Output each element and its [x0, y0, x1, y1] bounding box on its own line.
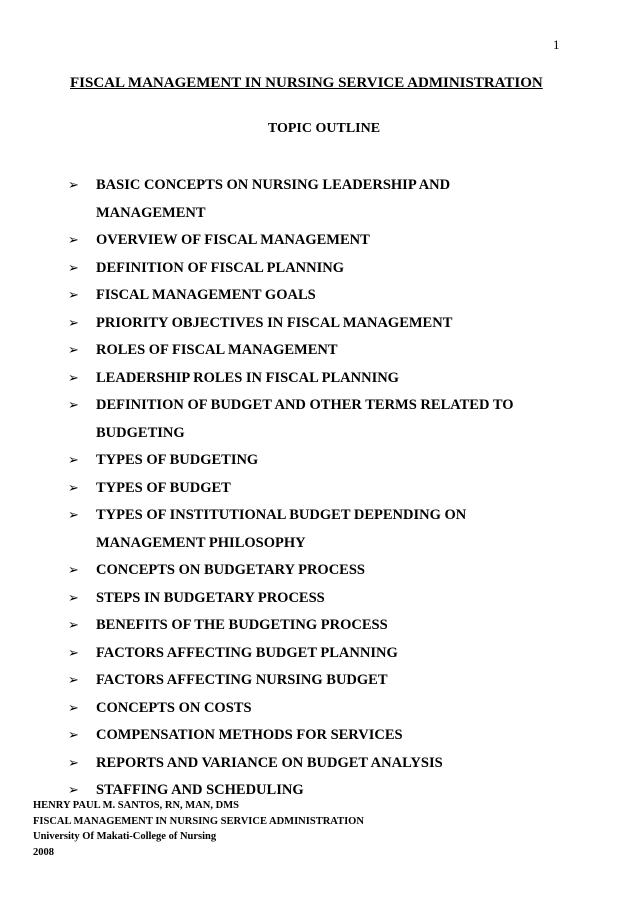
- outline-item: [68, 722, 588, 750]
- outline-item-text: [96, 695, 252, 723]
- outline-item: [68, 255, 588, 283]
- outline-item-line: CONCEPTS ON COSTS: [96, 699, 252, 716]
- outline-item-line: ROLES OF FISCAL MANAGEMENT: [96, 342, 338, 358]
- outline-item-line: TYPES OF INSTITUTIONAL BUDGET DEPENDING ON: [96, 507, 467, 523]
- arrow-bullet-icon: ➢: [68, 563, 79, 578]
- outline-item-line: FACTORS AFFECTING NURSING BUDGET: [96, 672, 388, 688]
- outline-item: [68, 612, 588, 640]
- arrow-bullet-icon: ➢: [68, 728, 79, 743]
- arrow-bullet-icon: ➢: [68, 645, 79, 661]
- arrow-bullet-icon: ➢: [68, 673, 79, 688]
- outline-item-text: [96, 227, 370, 255]
- arrow-bullet-icon: ➢: [68, 288, 79, 303]
- outline-item-line: STAFFING AND SCHEDULING: [96, 782, 304, 798]
- outline-item-line: BENEFITS OF THE BUDGETING PROCESS: [96, 617, 388, 633]
- outline-item: [68, 337, 588, 365]
- topic-outline-list: [68, 172, 588, 805]
- outline-item-text: [96, 475, 231, 503]
- outline-item: [68, 310, 588, 338]
- outline-item: [68, 282, 588, 310]
- arrow-bullet-icon: ➢: [68, 618, 79, 633]
- outline-item: [68, 640, 588, 668]
- arrow-bullet-icon: ➢: [68, 343, 79, 358]
- outline-item-line: TYPES OF BUDGETING: [96, 452, 259, 468]
- outline-item-text: [96, 282, 316, 310]
- outline-item-text: [96, 255, 344, 283]
- arrow-bullet-icon: ➢: [68, 315, 79, 331]
- arrow-bullet-icon: ➢: [68, 783, 79, 798]
- outline-item-line: LEADERSHIP ROLES IN FISCAL PLANNING: [96, 369, 399, 386]
- outline-item: [68, 557, 588, 585]
- outline-item: [68, 447, 588, 475]
- outline-item: [68, 475, 588, 503]
- document-footer: [33, 798, 364, 860]
- arrow-bullet-icon: ➢: [68, 178, 79, 193]
- outline-item-text: [96, 502, 466, 557]
- outline-item-line: FISCAL MANAGEMENT GOALS: [96, 287, 316, 303]
- outline-item-text: [96, 172, 450, 227]
- outline-item-line: COMPENSATION METHODS FOR SERVICES: [96, 727, 403, 743]
- outline-item-line: MANAGEMENT PHILOSOPHY: [96, 534, 306, 551]
- outline-item-line: OVERVIEW OF FISCAL MANAGEMENT: [96, 232, 370, 248]
- arrow-bullet-icon: ➢: [68, 700, 79, 716]
- arrow-bullet-icon: ➢: [68, 453, 79, 468]
- outline-item-text: [96, 557, 365, 585]
- outline-item-line: BUDGETING: [96, 424, 185, 441]
- outline-item-line: DEFINITION OF FISCAL PLANNING: [96, 259, 345, 276]
- outline-item-text: [96, 612, 388, 640]
- footer-institution: University Of Makati-College of Nursing: [33, 831, 217, 842]
- page-number: 1: [553, 37, 560, 52]
- outline-item-text: [96, 585, 325, 613]
- outline-item-text: [96, 640, 398, 668]
- outline-item-line: FACTORS AFFECTING BUDGET PLANNING: [96, 644, 398, 661]
- footer-document-title: FISCAL MANAGEMENT IN NURSING SERVICE ADMINISTRATION: [33, 815, 364, 827]
- outline-item-text: [96, 722, 403, 750]
- outline-item-text: [96, 337, 338, 365]
- footer-year: 2008: [33, 846, 54, 858]
- outline-item-text: [96, 667, 388, 695]
- arrow-bullet-icon: ➢: [68, 480, 79, 496]
- outline-item-text: [96, 750, 443, 778]
- arrow-bullet-icon: ➢: [68, 755, 79, 771]
- outline-item-line: DEFINITION OF BUDGET AND OTHER TERMS RELATED TO: [96, 397, 514, 413]
- outline-item-text: [96, 365, 399, 393]
- arrow-bullet-icon: ➢: [68, 590, 79, 606]
- outline-item: [68, 227, 588, 255]
- outline-item-line: BASIC CONCEPTS ON NURSING LEADERSHIP AND: [96, 177, 451, 193]
- outline-item: [68, 750, 588, 778]
- outline-item-line: TYPES OF BUDGET: [96, 479, 231, 496]
- arrow-bullet-icon: ➢: [68, 508, 79, 523]
- outline-item: [68, 667, 588, 695]
- outline-item: [68, 365, 588, 393]
- outline-item-line: CONCEPTS ON BUDGETARY PROCESS: [96, 562, 365, 578]
- outline-item: [68, 392, 588, 447]
- outline-item-text: [96, 447, 258, 475]
- arrow-bullet-icon: ➢: [68, 233, 79, 248]
- outline-item-text: [96, 392, 514, 447]
- outline-item: [68, 502, 588, 557]
- outline-item-line: PRIORITY OBJECTIVES IN FISCAL MANAGEMENT: [96, 314, 453, 331]
- footer-author: HENRY PAUL M. SANTOS, RN, MAN, DMS: [33, 800, 239, 811]
- arrow-bullet-icon: ➢: [68, 260, 79, 276]
- outline-item-line: MANAGEMENT: [96, 204, 206, 221]
- arrow-bullet-icon: ➢: [68, 398, 79, 413]
- document-title: FISCAL MANAGEMENT IN NURSING SERVICE ADMINISTRATION: [70, 75, 543, 91]
- topic-outline-heading: TOPIC OUTLINE: [267, 121, 381, 136]
- outline-item-line: REPORTS AND VARIANCE ON BUDGET ANALYSIS: [96, 754, 443, 771]
- outline-item: [68, 172, 588, 227]
- outline-item: [68, 585, 588, 613]
- outline-item-text: [96, 310, 452, 338]
- arrow-bullet-icon: ➢: [68, 370, 79, 386]
- outline-item-line: STEPS IN BUDGETARY PROCESS: [96, 589, 325, 606]
- outline-item: [68, 695, 588, 723]
